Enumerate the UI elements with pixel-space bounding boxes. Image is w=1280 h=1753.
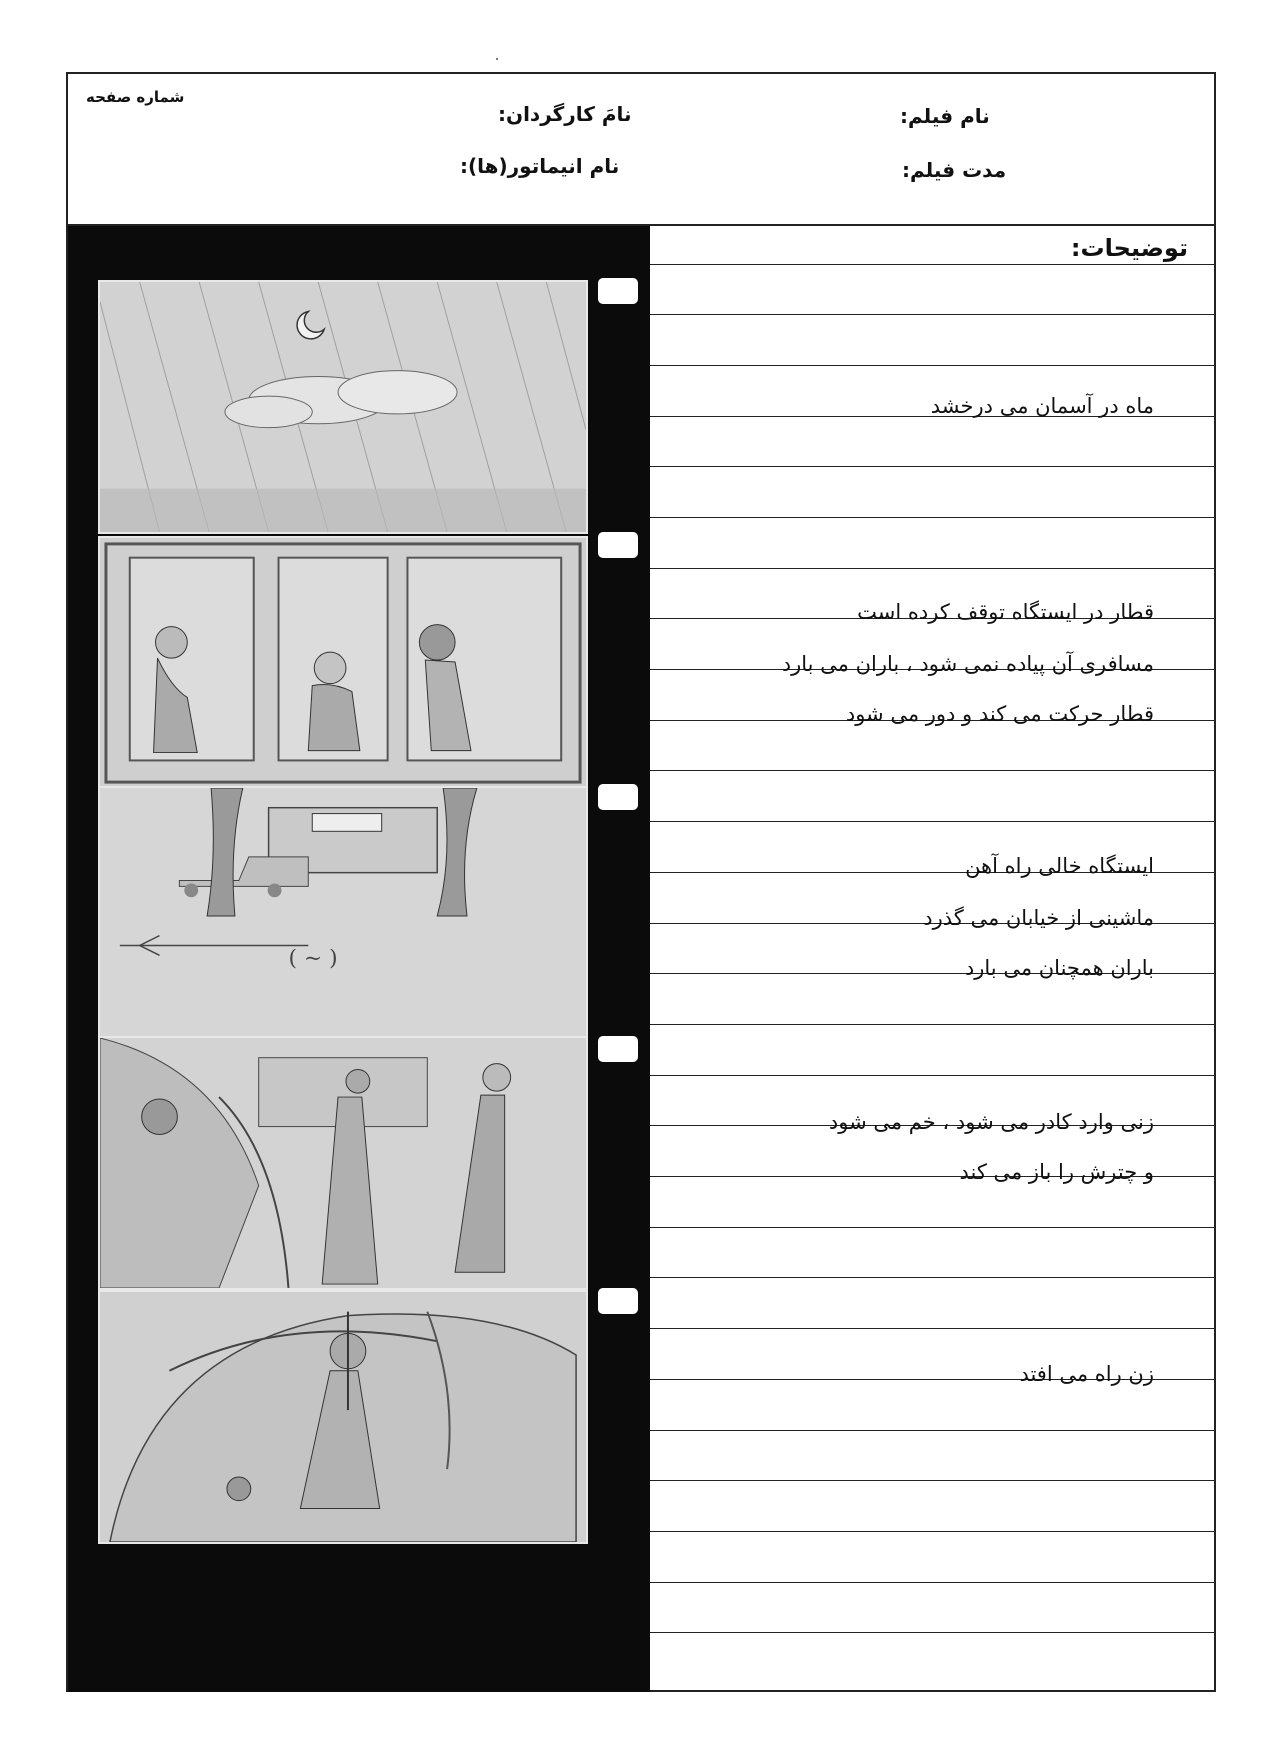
note-line: مسافری آن پیاده نمی شود ، باران می بارد [781, 652, 1154, 676]
frame-2-sketch [100, 538, 586, 788]
notes-title: توضیحات: [1070, 234, 1188, 262]
frame-3-sketch [100, 788, 586, 1038]
storyboard-sheet [66, 72, 1216, 1692]
note-line: ماشینی از خیابان می گذرد [923, 906, 1154, 930]
note-line: ایستگاه خالی راه آهن [965, 854, 1154, 878]
note-line: باران همچنان می بارد [964, 956, 1154, 980]
stray-dot [496, 58, 498, 60]
film-name-label: نام فیلم: [900, 104, 990, 128]
film-strip [68, 226, 650, 1692]
note-line: قطار در ایستگاه توقف کرده است [857, 600, 1154, 624]
rule [650, 264, 1216, 265]
frame-4-sketch [100, 1038, 586, 1288]
rule [650, 1024, 1216, 1025]
frame-4-tab [598, 1036, 638, 1062]
rule [650, 1328, 1216, 1329]
director-label: نامَ کارگردان: [498, 102, 632, 126]
frame-4 [98, 1036, 588, 1290]
rule [650, 1582, 1216, 1583]
rule [650, 517, 1216, 518]
note-line: زن راه می افتد [1019, 1362, 1154, 1386]
frame-3 [98, 786, 588, 1040]
rule [650, 1531, 1216, 1532]
rule [650, 568, 1216, 569]
rule [650, 1632, 1216, 1633]
svg-text:( ~ ): ( ~ ) [288, 946, 338, 972]
notes-column [650, 226, 1216, 1692]
rule [650, 821, 1216, 822]
note-line: و چترش را باز می کند [959, 1160, 1154, 1184]
frame-1-tab [598, 278, 638, 304]
rule [650, 314, 1216, 315]
rule [650, 770, 1216, 771]
note-line: ماه در آسمان می درخشد [930, 394, 1154, 418]
frame-1 [98, 280, 588, 534]
frame-5-tab [598, 1288, 638, 1314]
rule [650, 1430, 1216, 1431]
rule [650, 466, 1216, 467]
note-line: قطار حرکت می کند و دور می شود [845, 702, 1154, 726]
rule [650, 1227, 1216, 1228]
animators-label: نام انیماتور(ها): [460, 154, 620, 178]
note-line: زنی وارد کادر می شود ، خم می شود [828, 1110, 1154, 1134]
header [68, 74, 1214, 226]
frame-1-sketch [100, 282, 586, 532]
frame-5 [98, 1290, 588, 1544]
rule [650, 1075, 1216, 1076]
frame-2 [98, 536, 588, 790]
rule [650, 1277, 1216, 1278]
rule [650, 365, 1216, 366]
frame-2-tab [598, 532, 638, 558]
duration-label: مدت فیلم: [902, 158, 1007, 182]
page-number-label: شماره صفحه [86, 88, 185, 106]
rule [650, 1480, 1216, 1481]
frame-3-tab [598, 784, 638, 810]
frame-5-sketch [100, 1292, 586, 1542]
